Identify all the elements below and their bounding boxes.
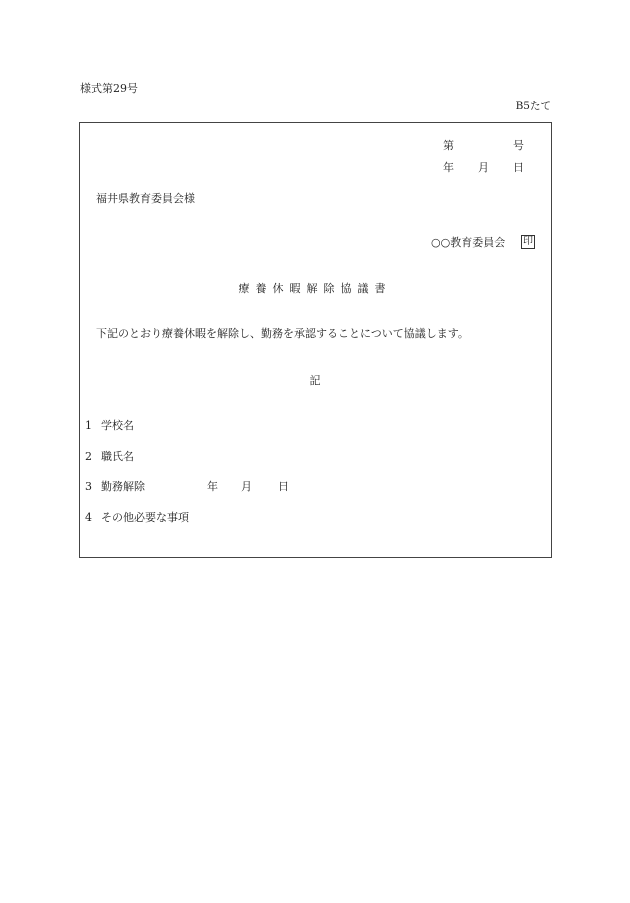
item-label-other: その他必要な事項 — [101, 511, 189, 524]
item-number: 2 — [85, 450, 92, 463]
document-number-suffix: 号 — [513, 139, 524, 152]
paper-size-note: B5たて — [515, 100, 551, 112]
addressee: 福井県教育委員会様 — [96, 192, 195, 205]
cessation-year-label: 年 — [207, 480, 218, 493]
ki-heading: 記 — [309, 374, 321, 387]
document-frame — [79, 122, 552, 558]
form-number: 様式第29号 — [80, 82, 138, 95]
date-year-label: 年 — [443, 161, 454, 174]
cessation-day-label: 日 — [278, 480, 289, 493]
item-label-cessation: 勤務解除 — [101, 480, 145, 493]
sender: ○○教育委員会 — [431, 236, 506, 249]
item-number: 3 — [85, 480, 92, 493]
date-month-label: 月 — [478, 161, 489, 174]
seal-mark: 印 — [523, 236, 533, 247]
date-day-label: 日 — [513, 161, 524, 174]
body-text: 下記のとおり療養休暇を解除し、勤務を承認することについて協議します。 — [96, 327, 469, 340]
item-number: 4 — [85, 511, 92, 524]
item-label-school: 学校名 — [101, 419, 134, 432]
item-label-name: 職氏名 — [101, 450, 134, 463]
document-number-label: 第 — [443, 139, 454, 152]
cessation-month-label: 月 — [241, 480, 252, 493]
document-title: 療養休暇解除協議書 — [238, 282, 392, 295]
item-number: 1 — [85, 419, 92, 432]
